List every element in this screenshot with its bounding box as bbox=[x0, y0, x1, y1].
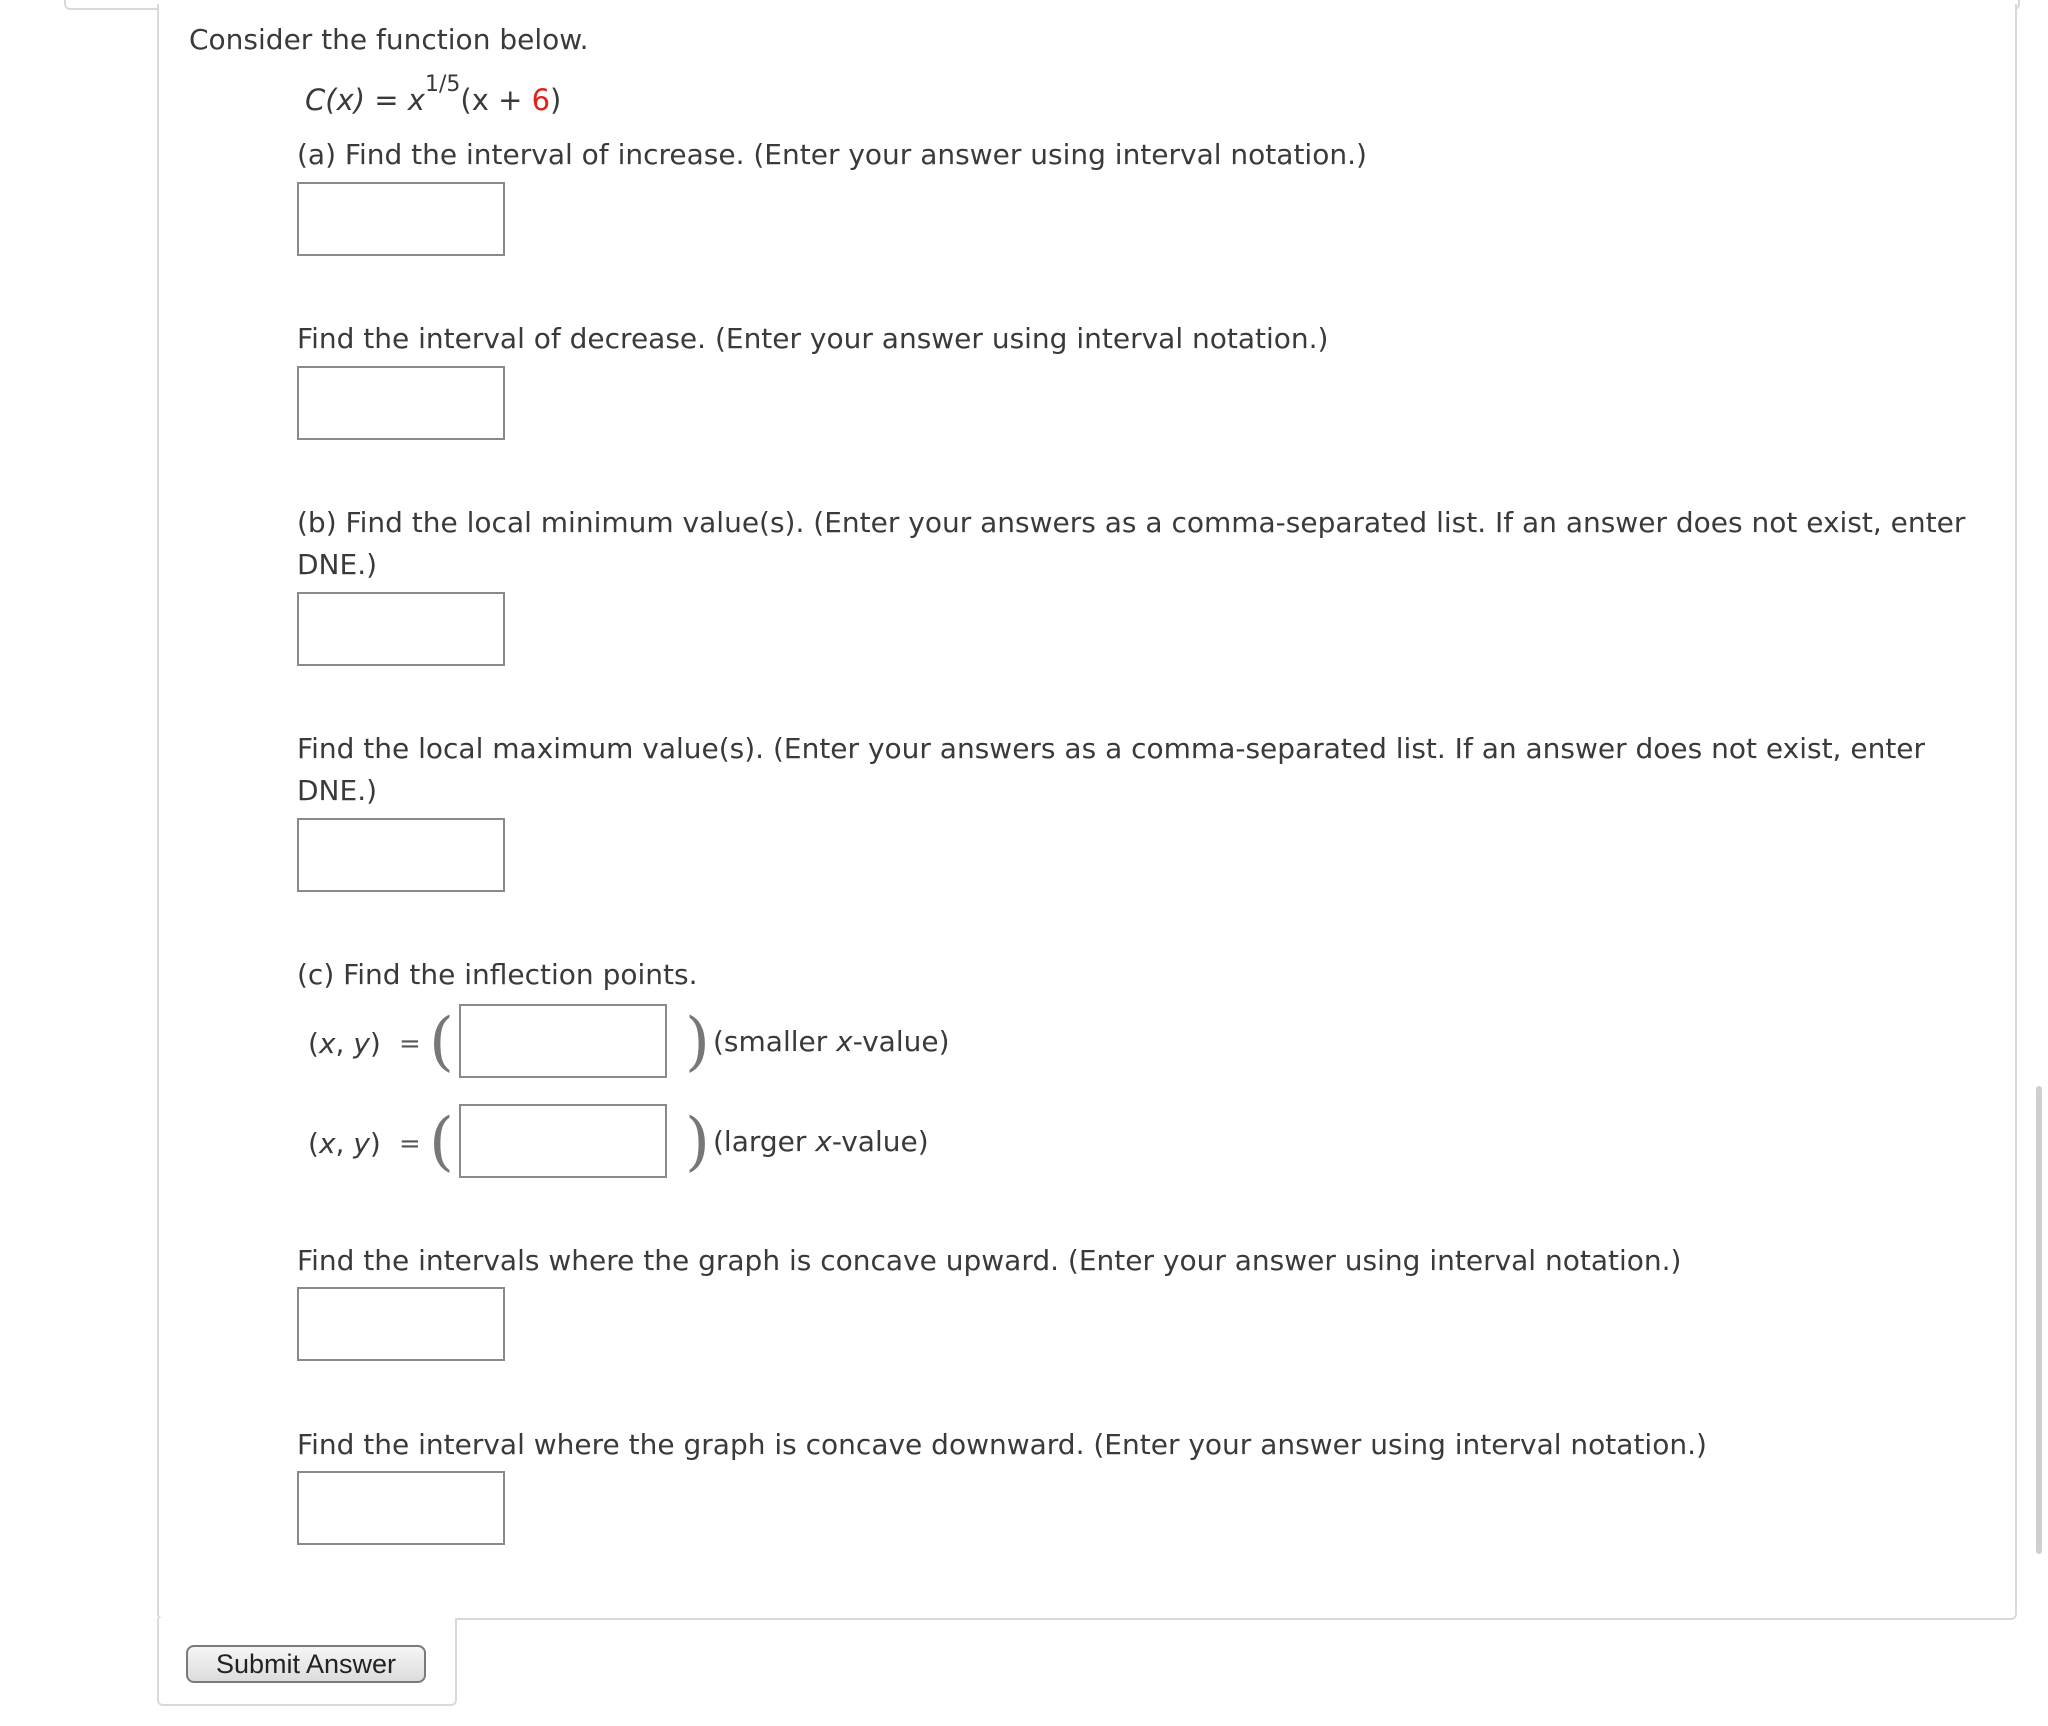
decrease-interval-input[interactable] bbox=[297, 366, 505, 440]
submit-answer-button[interactable]: Submit Answer bbox=[186, 1645, 426, 1683]
left-paren: ( bbox=[429, 1005, 454, 1079]
larger-x-hint: (larger x-value) bbox=[713, 1125, 929, 1158]
function-constant: 6 bbox=[531, 83, 551, 117]
xy-label: (x, y) bbox=[308, 1127, 381, 1160]
equals-sign: = bbox=[399, 1129, 421, 1159]
function-base: x bbox=[407, 83, 425, 117]
function-exponent: 1/5 bbox=[424, 72, 461, 97]
local-maximum-input[interactable] bbox=[297, 818, 505, 892]
part-b-min-prompt: (b) Find the local minimum value(s). (Enter your answers as a comma-separated list. If an answer does not exist, enter DNE.) bbox=[297, 506, 1966, 581]
part-b-max-prompt: Find the local maximum value(s). (Enter your answers as a comma-separated list. If an answer does not exist, enter DNE.) bbox=[297, 732, 1926, 807]
right-paren: ) bbox=[685, 1005, 710, 1079]
inflection-point-smaller-input[interactable] bbox=[459, 1004, 667, 1078]
part-c-inflection-prompt: (c) Find the inflection points. bbox=[297, 958, 698, 991]
part-a-increase-prompt: (a) Find the interval of increase. (Enter your answer using interval notation.) bbox=[297, 138, 1367, 171]
concave-down-input[interactable] bbox=[297, 1471, 505, 1545]
xy-label: (x, y) bbox=[308, 1027, 381, 1060]
function-equals: = bbox=[365, 83, 408, 117]
concave-up-prompt: Find the intervals where the graph is concave upward. (Enter your answer using interval notation.) bbox=[297, 1244, 1682, 1277]
concave-down-prompt: Find the interval where the graph is concave downward. (Enter your answer using interval notation.) bbox=[297, 1428, 1707, 1461]
function-close: ) bbox=[550, 83, 562, 117]
increase-interval-input[interactable] bbox=[297, 182, 505, 256]
left-paren: ( bbox=[429, 1105, 454, 1179]
submit-panel bbox=[157, 1618, 457, 1706]
function-open: (x + bbox=[460, 83, 532, 117]
equals-sign: = bbox=[399, 1029, 421, 1059]
question-intro: Consider the function below. bbox=[189, 23, 589, 56]
function-name: C(x) bbox=[305, 83, 366, 117]
part-a-decrease-prompt: Find the interval of decrease. (Enter your answer using interval notation.) bbox=[297, 322, 1329, 355]
local-minimum-input[interactable] bbox=[297, 592, 505, 666]
scrollbar-thumb[interactable] bbox=[2036, 1086, 2042, 1554]
inflection-point-larger-input[interactable] bbox=[459, 1104, 667, 1178]
function-expression bbox=[305, 72, 562, 122]
concave-up-input[interactable] bbox=[297, 1287, 505, 1361]
right-paren: ) bbox=[685, 1105, 710, 1179]
smaller-x-hint: (smaller x-value) bbox=[713, 1025, 950, 1058]
